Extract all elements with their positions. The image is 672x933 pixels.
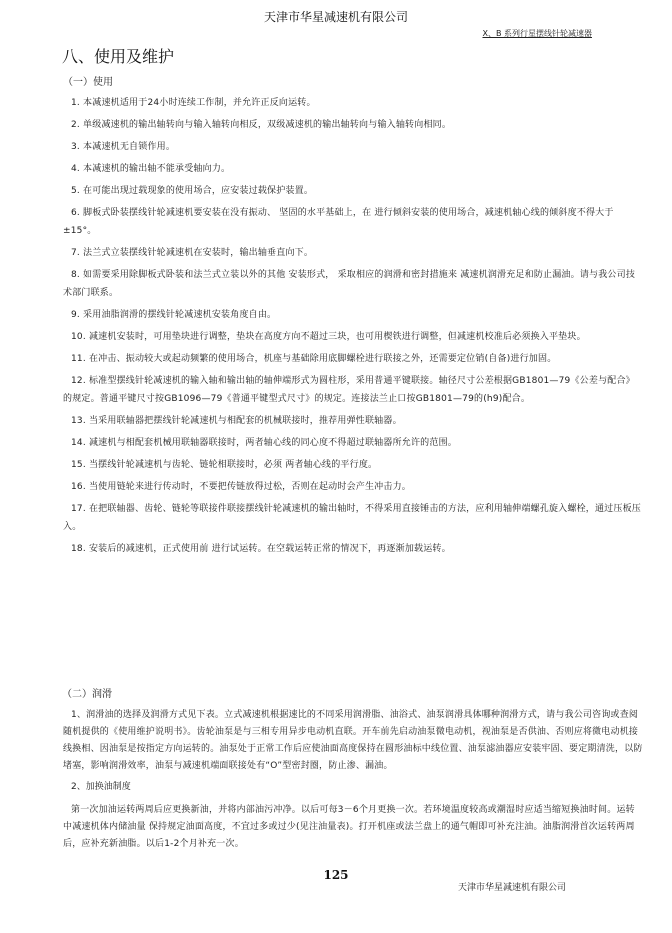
use-item-14: 14. 减速机与相配套机械用联轴器联接时，两者轴心线的同心度不得超过联轴器所允许的范围。 — [71, 438, 457, 448]
use-item-15: 15. 当摆线针轮减速机与齿轮、链轮相联接时，必须 两者轴心线的平行度。 — [71, 460, 378, 470]
use-item-4: 4. 本减速机的输出轴不能承受轴向力。 — [71, 164, 231, 174]
use-item-13: 13. 当采用联轴器把摆线针轮减速机与相配套的机械联接时，推荐用弹性联轴器。 — [71, 416, 402, 426]
lubrication-paragraph-2: 第一次加油运转两周后应更换新油，并将内部油污冲净。以后可每3－6个月更换一次。若环境温度较高或潮湿时应适当缩短换油时间。运转中减速机体内储油量 保持规定油面高度，不宜过多或过少(见注油量表)。打开机座或法兰盘上的通气帽即可补充注油。油脂润滑首次运转两周后，应补充新油脂。以后1-2个月补充一次。 — [63, 805, 635, 849]
use-item-10: 10. 减速机安装时，可用垫块进行调整，垫块在高度方向不超过三块，也可用楔铁进行调整，但减速机校准后必须换入平垫块。 — [71, 332, 586, 342]
subsection-heading-lubrication: （二）润滑 — [62, 689, 112, 700]
use-item-6: 6. 脚板式卧装摆线针轮减速机要安装在没有振动、 坚固的水平基础上，在 进行倾斜安装的使用场合，减速机轴心线的倾斜度不得大于±15°。 — [63, 208, 614, 236]
oil-change-heading: 2、加换油制度 — [71, 782, 131, 792]
use-item-18: 18. 安装后的减速机，正式使用前 进行试运转。在空载运转正常的情况下，再逐渐加载运转。 — [71, 544, 451, 554]
company-header: 天津市华星减速机有限公司 — [263, 10, 408, 24]
section-title: 八、使用及维护 — [62, 47, 175, 66]
use-item-2: 2. 单级减速机的输出轴转向与输入轴转向相反，双级减速机的输出轴转向与输入轴转向相同。 — [71, 120, 452, 130]
use-item-11: 11. 在冲击、振动较大或起动频繁的使用场合，机座与基础除用底脚螺栓进行联接之外，还需要定位销(自备)进行加固。 — [71, 354, 557, 364]
use-item-1: 1. 本减速机适用于24小时连续工作制，并允许正反向运转。 — [71, 98, 316, 108]
use-item-12: 12. 标准型摆线针轮减速机的输入轴和输出轴的轴伸端形式为圆柱形，采用普通平键联接。轴径尺寸公差根据GB1801—79《公差与配合》的规定。普通平键尺寸按GB1096—79《普通平键型式尺寸》的规定。连接法兰止口按GB1801—79的(h9)配合。 — [63, 376, 635, 404]
use-item-3: 3. 本减速机无自锁作用。 — [71, 142, 176, 152]
use-item-16: 16. 当使用链轮来进行传动时，不要把传链放得过松，否则在起动时会产生冲击力。 — [71, 482, 411, 492]
lubrication-block — [63, 707, 643, 857]
use-item-9: 9. 采用油脂润滑的摆线针轮减速机安装角度自由。 — [71, 310, 277, 320]
use-item-8: 8. 如需要采用除脚板式卧装和法兰式立装以外的其他 安装形式， 采取相应的润滑和密封措施来 减速机润滑充足和防止漏油。请与我公司技术部门联系。 — [63, 270, 636, 298]
use-list — [63, 94, 643, 562]
use-item-17: 17. 在把联轴器、齿轮、链轮等联接件联接摆线针轮减速机的输出轴时，不得采用直接锤击的方法，应利用轴伸端螺孔旋入螺栓，通过压板压入。 — [63, 504, 641, 532]
subsection-heading-use: （一）使用 — [63, 77, 113, 88]
lubrication-paragraph-1: 1、润滑油的选择及润滑方式见下表。立式减速机根据速比的不同采用润滑脂、油浴式、油泵润滑具体哪种润滑方式，请与我公司咨询或查阅随机提供的《使用维护说明书》。齿轮油泵是与三相专用异步电动机直联。开车前先启动油泵微电动机，视油泵是否供油、否则应将微电动机接线换相、因油泵是按指定方向运转的。油泵处于正常工作后应使油面高度保持在圆形油标中线位置、油泵滤油器应安装牢固、要定期清洗，以防堵塞，影响润滑效率，油泵与减速机端面联接处有“O”型密封圈，防止渗、漏油。 — [63, 710, 643, 771]
use-item-7: 7. 法兰式立装摆线针轮减速机在安装时，输出轴垂直向下。 — [71, 248, 314, 258]
footer-company: 天津市华星减速机有限公司 — [458, 883, 567, 893]
series-subtitle: X、B 系列行星摆线针轮减速器 — [482, 29, 592, 38]
page-number: 125 — [323, 868, 349, 882]
use-item-5: 5. 在可能出现过载现象的使用场合，应安装过载保护装置。 — [71, 186, 314, 196]
